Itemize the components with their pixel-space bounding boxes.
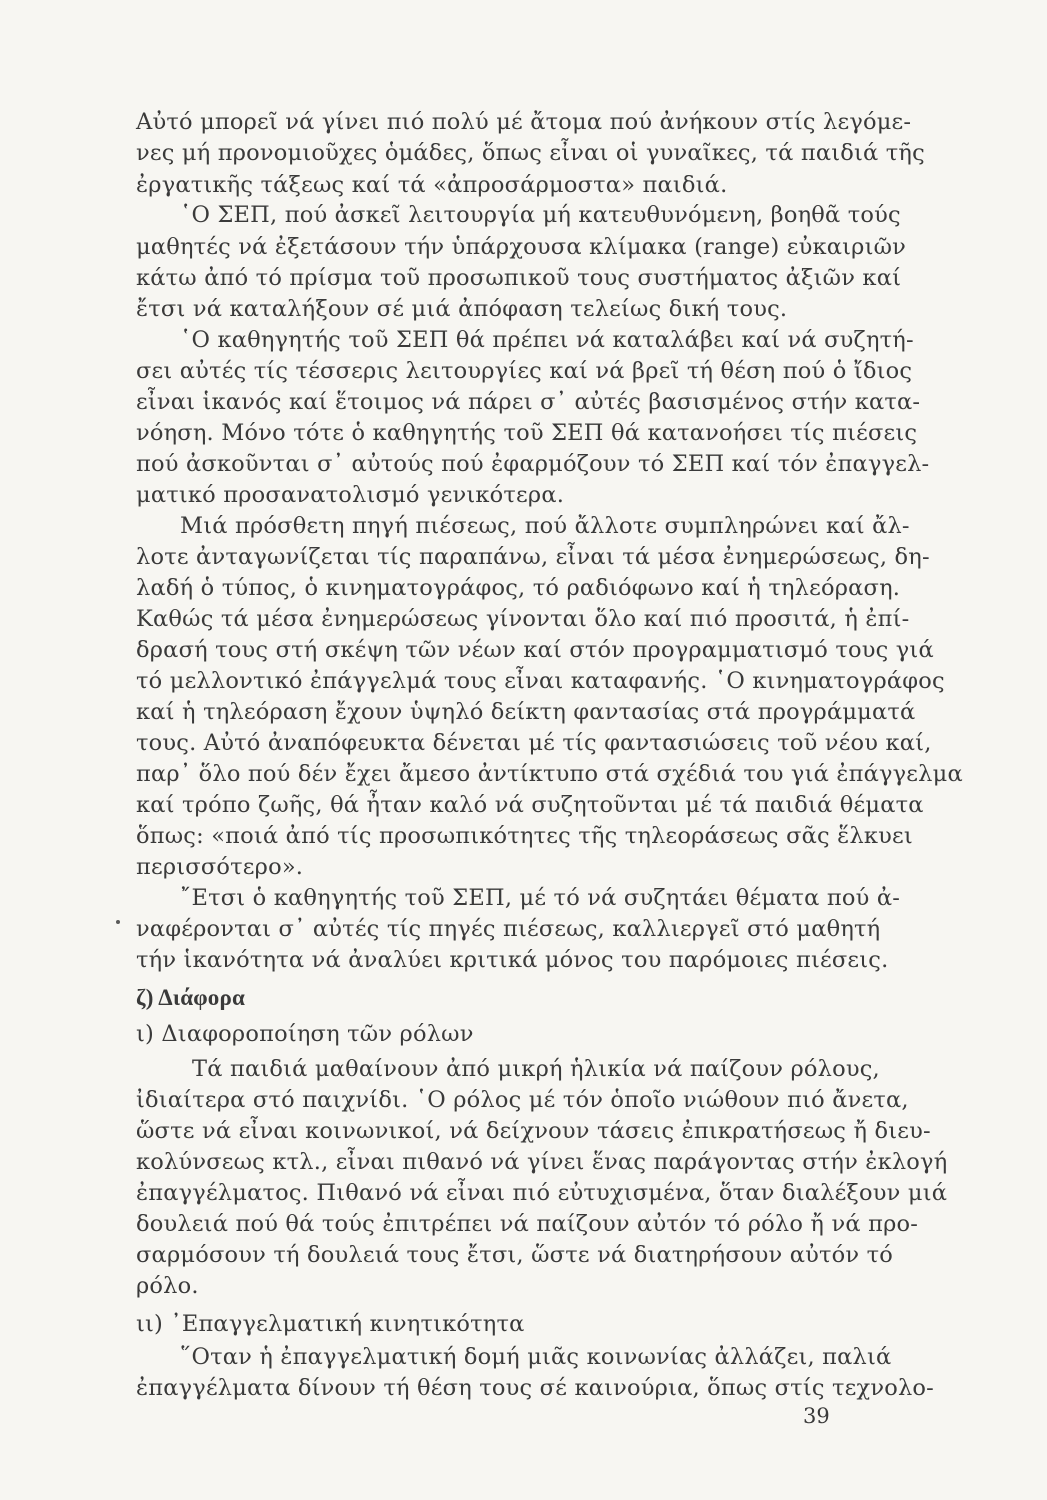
text-line: ὥστε νά εἶναι κοινωνικοί, νά δείχνουν τάσεις ἐπικρατήσεως ἤ διευ- bbox=[136, 1118, 931, 1144]
text-line: ὅπως: «ποιά ἀπό τίς προσωπικότητες τῆς τηλεοράσεως σᾶς ἕλκυει bbox=[136, 823, 913, 849]
text-line: σει αὐτές τίς τέσσερις λειτουργίες καί νά βρεῖ τή θέση πού ὁ ἴδιος bbox=[136, 358, 913, 384]
text-line: Τά παιδιά μαθαίνουν ἀπό μικρή ἡλικία νά παίζουν ρόλους, bbox=[192, 1056, 880, 1082]
text-line: πού ἀσκοῦνται σ᾽ αὐτούς πού ἐφαρμόζουν τό ΣΕΠ καί τόν ἐπαγγελ- bbox=[136, 451, 930, 477]
text-line: ῞Οταν ἡ ἐπαγγελματική δομή μιᾶς κοινωνίας ἀλλάζει, παλιά bbox=[180, 1344, 892, 1370]
text-line: δρασή τους στή σκέψη τῶν νέων καί στόν προγραμματισμό τους γιά bbox=[136, 637, 934, 663]
text-line: νες μή προνομιοῦχες ὁμάδες, ὅπως εἶναι οἱ γυναῖκες, τά παιδιά τῆς bbox=[136, 140, 925, 166]
text-line: ἔτσι νά καταλήξουν σέ μιά ἀπόφαση τελείως δική τους. bbox=[136, 296, 788, 322]
text-line: ῾Ο καθηγητής τοῦ ΣΕΠ θά πρέπει νά καταλάβει καί νά συζητή- bbox=[180, 327, 914, 353]
text-line: καί ἡ τηλεόραση ἔχουν ὑψηλό δείκτη φαντασίας στά προγράμματά bbox=[136, 699, 916, 725]
text-line: σαρμόσουν τή δουλειά τους ἔτσι, ὥστε νά διατηρήσουν αὐτόν τό bbox=[136, 1242, 894, 1268]
text-line: ματικό προσανατολισμό γενικότερα. bbox=[136, 482, 565, 508]
text-line: κάτω ἀπό τό πρίσμα τοῦ προσωπικοῦ τους συστήματος ἀξιῶν καί bbox=[136, 265, 902, 291]
text-line: ἰδιαίτερα στό παιχνίδι. ῾Ο ρόλος μέ τόν ὁποῖο νιώθουν πιό ἄνετα, bbox=[136, 1087, 909, 1113]
text-line: δουλειά πού θά τούς ἐπιτρέπει νά παίζουν αὐτόν τό ρόλο ἤ νά προ- bbox=[136, 1211, 919, 1237]
text-line: ἐπαγγέλματος. Πιθανό νά εἶναι πιό εὐτυχισμένα, ὅταν διαλέξουν μιά bbox=[136, 1180, 948, 1206]
text-line: κολύνσεως κτλ., εἶναι πιθανό νά γίνει ἕνας παράγοντας στήν ἐκλογή bbox=[136, 1149, 948, 1175]
section-heading: ζ) Διάφορα bbox=[136, 985, 246, 1010]
text-line: μαθητές νά ἐξετάσουν τήν ὑπάρχουσα κλίμακα (range) εὐκαιριῶν bbox=[136, 234, 907, 260]
subsection-heading: ιι) ᾽Επαγγελματική κινητικότητα bbox=[136, 1311, 525, 1337]
text-line: λαδή ὁ τύπος, ὁ κινηματογράφος, τό ραδιόφωνο καί ἡ τηλεόραση. bbox=[136, 575, 901, 601]
text-line: ἐπαγγέλματα δίνουν τή θέση τους σέ καινούρια, ὅπως στίς τεχνολο- bbox=[136, 1375, 934, 1401]
text-line: ρόλο. bbox=[136, 1273, 199, 1299]
page-number: 39 bbox=[803, 1404, 830, 1428]
text-line: τους. Αὐτό ἀναπόφευκτα δένεται μέ τίς φαντασιώσεις τοῦ νέου καί, bbox=[136, 730, 932, 756]
text-line: ἐργατικῆς τάξεως καί τά «ἀπροσάρμοστα» παιδιά. bbox=[136, 172, 728, 198]
text-line: ναφέρονται σ᾽ αὐτές τίς πηγές πιέσεως, καλλιεργεῖ στό μαθητή bbox=[136, 916, 881, 942]
text-line: τό μελλοντικό ἐπάγγελμά τους εἶναι καταφανής. ῾Ο κινηματογράφος bbox=[136, 668, 945, 694]
text-line: νόηση. Μόνο τότε ὁ καθηγητής τοῦ ΣΕΠ θά κατανοήσει τίς πιέσεις bbox=[136, 420, 918, 446]
scan-speck bbox=[116, 920, 120, 924]
text-line: παρ᾽ ὅλο πού δέν ἔχει ἄμεσο ἀντίκτυπο στά σχέδιά του γιά ἐπάγγελμα bbox=[136, 761, 963, 787]
subsection-heading: ι) Διαφοροποίηση τῶν ρόλων bbox=[136, 1021, 474, 1047]
text-line: ῾Ο ΣΕΠ, πού ἀσκεῖ λειτουργία μή κατευθυνόμενη, βοηθᾶ τούς bbox=[180, 202, 901, 228]
text-line: Καθώς τά μέσα ἐνημερώσεως γίνονται ὅλο καί πιό προσιτά, ἡ ἐπί- bbox=[136, 606, 910, 632]
text-line: Μιά πρόσθετη πηγή πιέσεως, πού ἄλλοτε συμπληρώνει καί ἄλ- bbox=[180, 513, 910, 539]
text-line: περισσότερο». bbox=[136, 854, 304, 880]
text-line: Αὐτό μπορεῖ νά γίνει πιό πολύ μέ ἄτομα πού ἀνήκουν στίς λεγόμε- bbox=[136, 109, 912, 135]
text-line: λοτε ἀνταγωνίζεται τίς παραπάνω, εἶναι τά μέσα ἐνημερώσεως, δη- bbox=[136, 544, 930, 570]
text-line: τήν ἱκανότητα νά ἀναλύει κριτικά μόνος του παρόμοιες πιέσεις. bbox=[136, 947, 889, 973]
text-line: εἶναι ἱκανός καί ἕτοιμος νά πάρει σ᾽ αὐτές βασισμένος στήν κατα- bbox=[136, 389, 921, 415]
text-line: καί τρόπο ζωῆς, θά ἦταν καλό νά συζητοῦνται μέ τά παιδιά θέματα bbox=[136, 792, 924, 818]
text-line: ῎Ετσι ὁ καθηγητής τοῦ ΣΕΠ, μέ τό νά συζητάει θέματα πού ἀ- bbox=[180, 885, 901, 911]
